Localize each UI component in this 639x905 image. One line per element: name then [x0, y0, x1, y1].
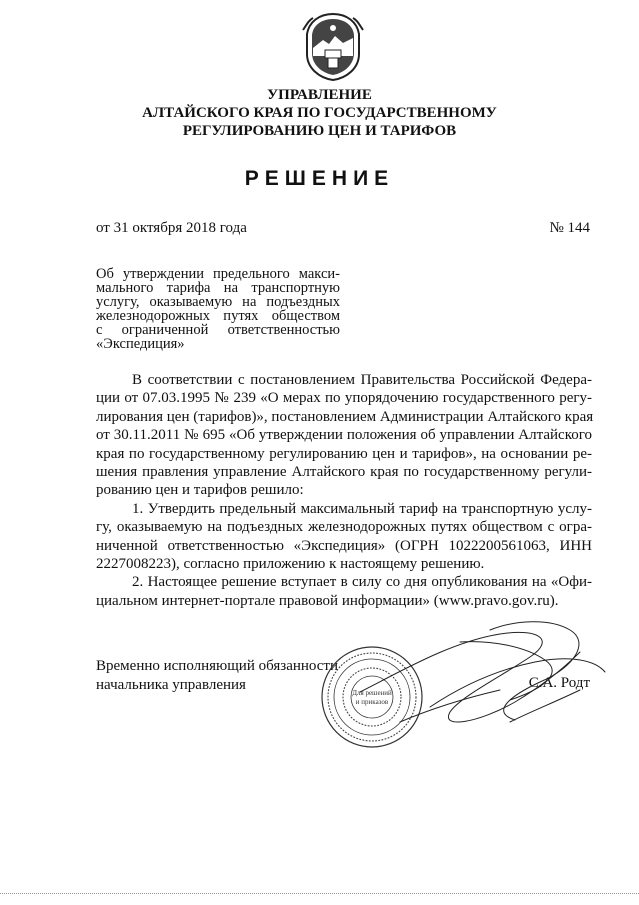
body-line: лирования цен (тарифов)», постановлением Администрации Алтайского края — [96, 408, 594, 425]
body-line: шения правления управление Алтайского края по государственному регули- — [96, 464, 592, 481]
body-line: от 30.11.2011 № 695 «Об утверждении положения об управлении Алтайского — [96, 427, 592, 444]
body-line: В соответствии с постановлением Правительства Российской Федера- — [132, 372, 592, 388]
stamp-center-line-1: Для решений — [352, 689, 392, 697]
organization-title — [0, 86, 639, 140]
body-line: ниченной ответственностью «Экспедиция» (ОГРН 1022200561063, ИНН — [96, 537, 592, 554]
footer-divider — [0, 893, 639, 894]
body-line: 2. Настоящее решение вступает в силу со дня опубликования на «Офи- — [132, 574, 592, 591]
body-line: 2227008223), согласно приложению к настоящему решению. — [96, 556, 485, 573]
body-line: 1. Утвердить предельный максимальный тариф на транспортную услу- — [132, 500, 592, 517]
handwritten-signature-icon — [340, 612, 620, 757]
org-title-line-2: АЛТАЙСКОГО КРАЯ ПО ГОСУДАРСТВЕННОМУ — [142, 105, 497, 121]
subject-line: услугу, оказываемую на подъездных — [96, 294, 340, 310]
stamp-center-line-2: и приказов — [355, 698, 389, 706]
document-date: от 31 октября 2018 года — [96, 220, 247, 236]
body-line: ции от 07.03.1995 № 239 «О мерах по упорядочению государственного регу- — [96, 390, 592, 407]
body-line: гу, оказываемую на подъездных железнодорожных путях обществом с огра- — [96, 519, 592, 536]
signatory-position — [96, 657, 338, 695]
subject-line: с ограниченной ответственностью — [96, 322, 340, 338]
signatory-position-line: начальника управления — [96, 677, 246, 693]
subject-line: Об утверждении предельного макси- — [96, 266, 340, 282]
document-type-heading: РЕШЕНИЕ — [244, 167, 395, 190]
org-title-line-1: УПРАВЛЕНИЕ — [267, 87, 372, 103]
signatory-name: С.А. Родт — [528, 675, 590, 691]
body-line: края по государственному регулированию цен и тарифов», на основании ре- — [96, 445, 592, 462]
document-subject — [96, 267, 340, 351]
body-line: рованию цен и тарифов решило: — [96, 482, 304, 499]
document-number: № 144 — [549, 220, 590, 236]
subject-line: железнодорожных путях обществом — [96, 308, 340, 324]
body-line: циальном интернет-портале правовой информации» (www.pravo.gov.ru). — [96, 592, 559, 609]
signatory-position-line: Временно исполняющий обязанности — [96, 658, 339, 674]
subject-line: «Экспедиция» — [96, 336, 185, 352]
document-body — [96, 371, 592, 610]
coat-of-arms-icon — [299, 10, 367, 82]
subject-line: мального тарифа на транспортную — [96, 280, 340, 296]
org-title-line-3: РЕГУЛИРОВАНИЮ ЦЕН И ТАРИФОВ — [182, 123, 457, 139]
